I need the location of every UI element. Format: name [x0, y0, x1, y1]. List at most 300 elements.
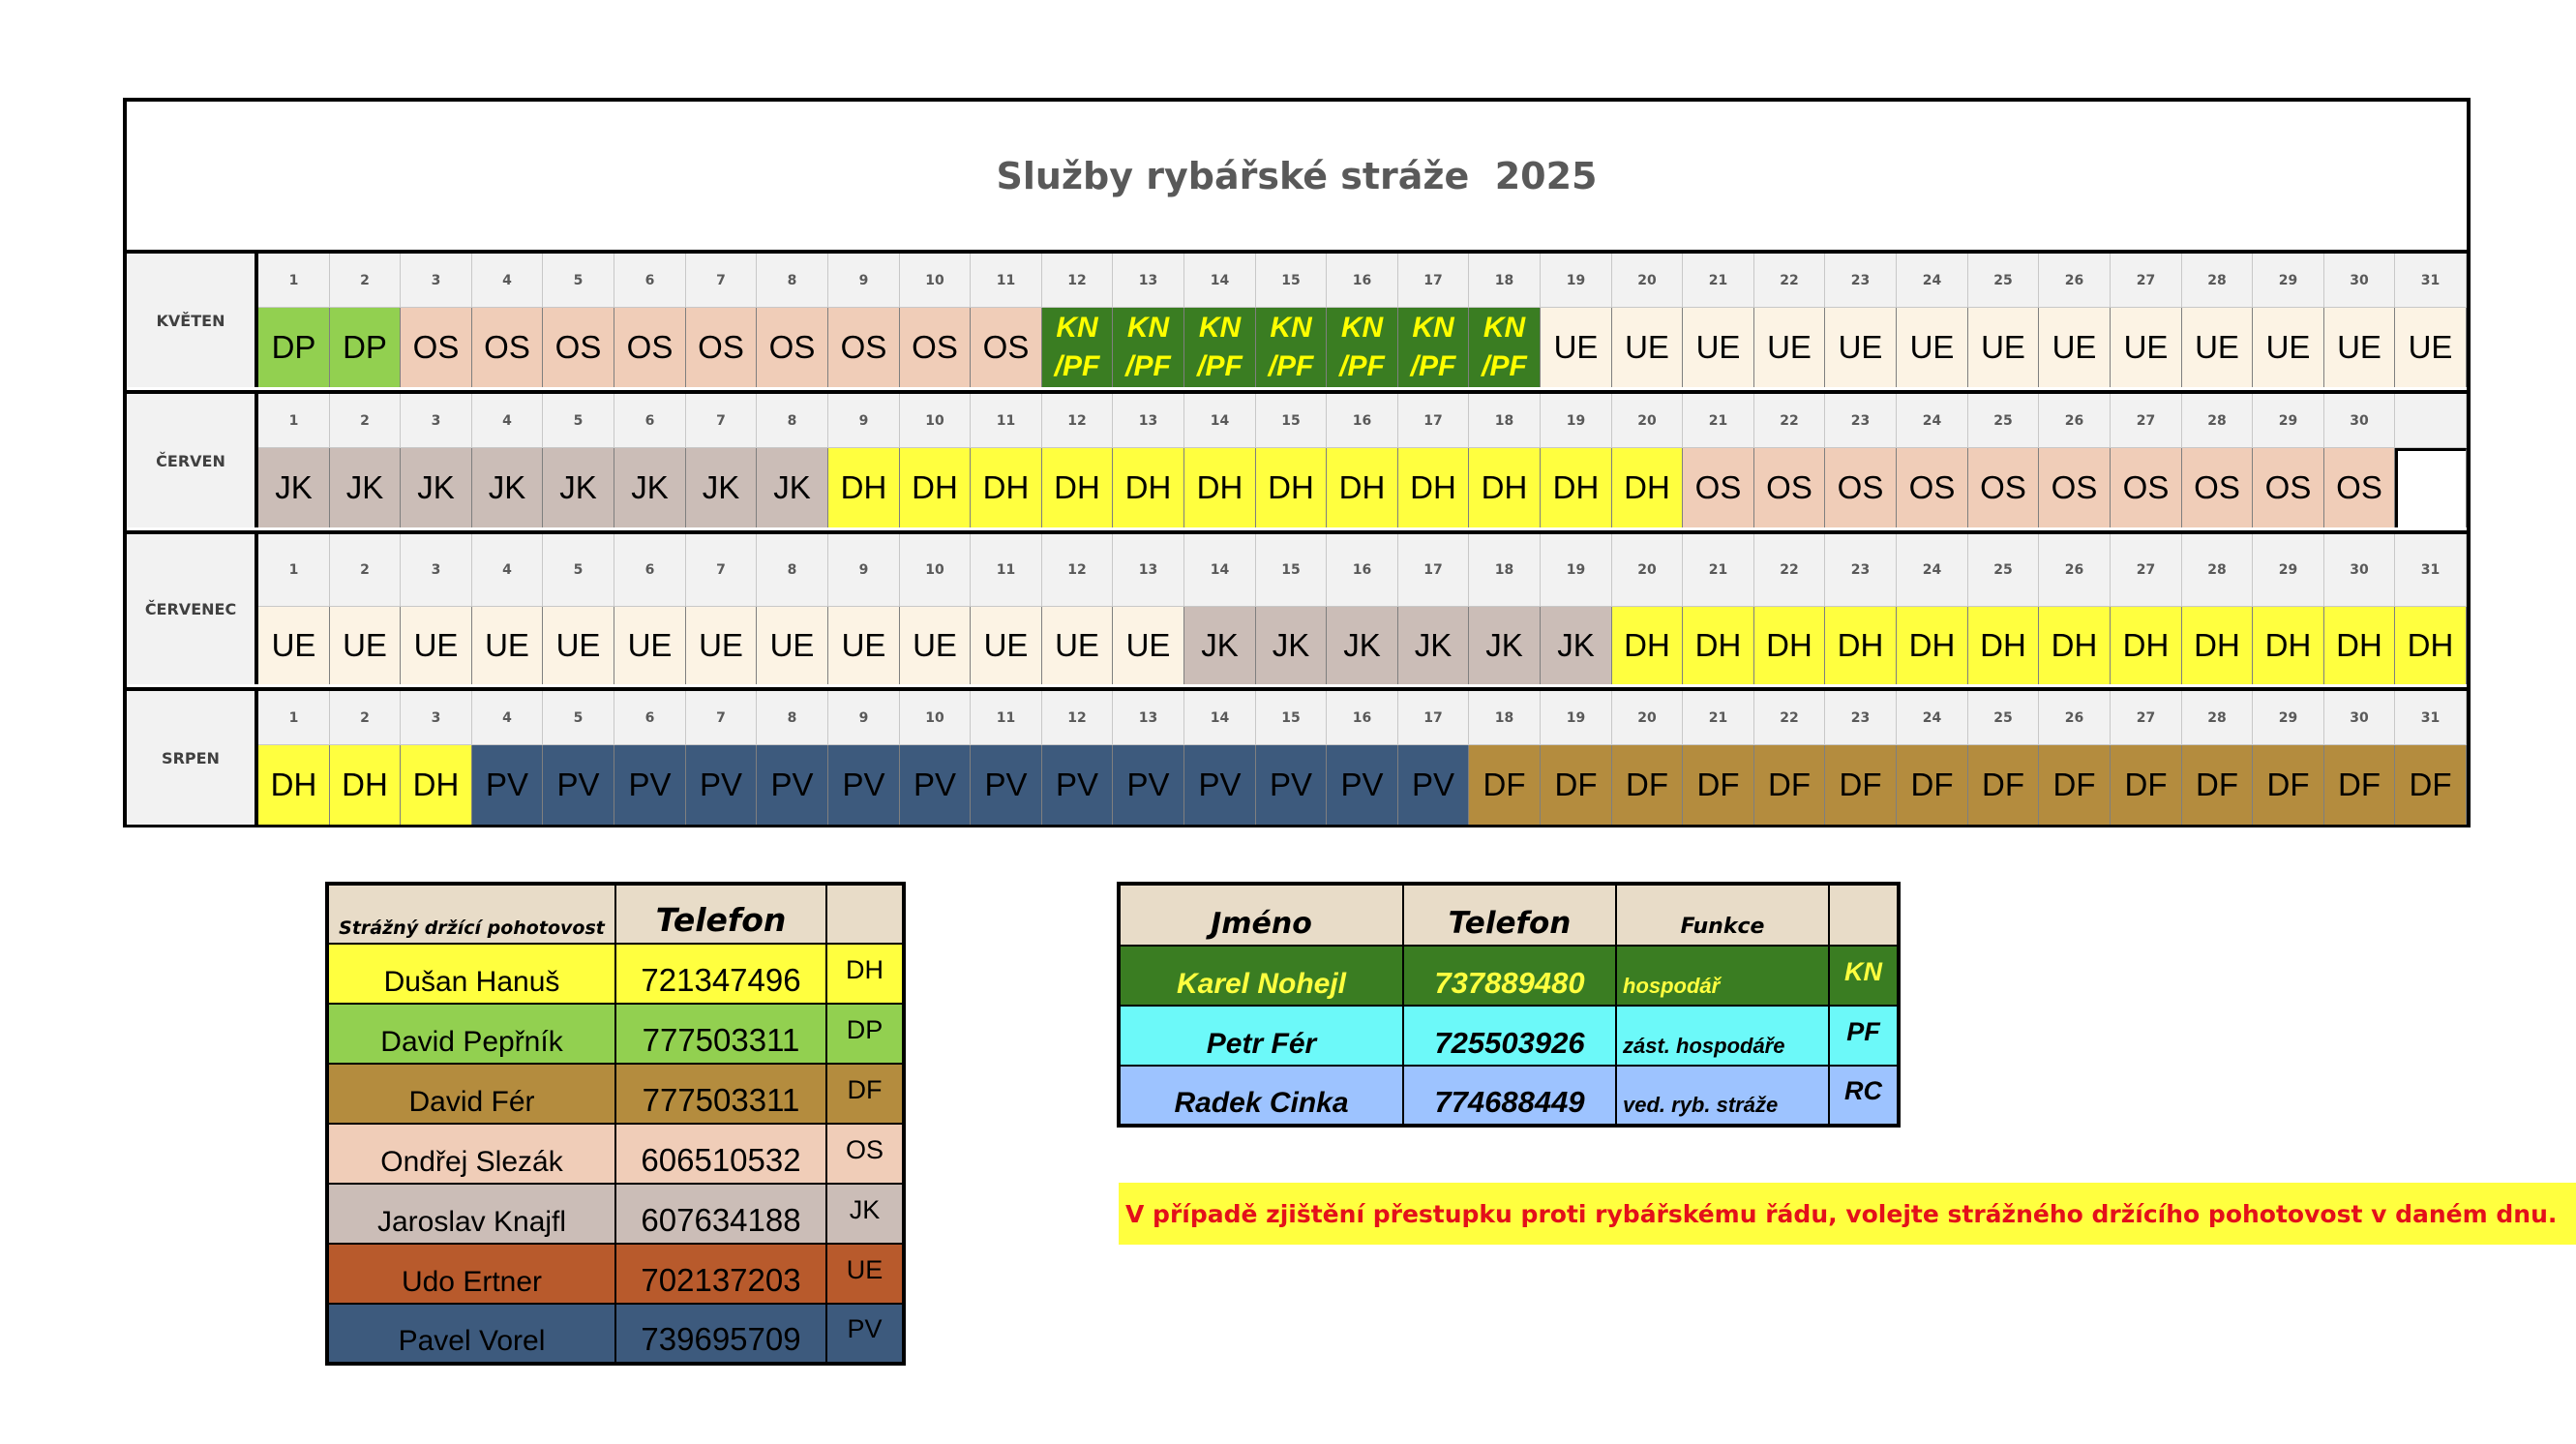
- guard-phone: 739695709: [615, 1304, 826, 1364]
- official-phone: 737889480: [1403, 946, 1616, 1006]
- guard-phone: 702137203: [615, 1244, 826, 1304]
- day-number-cell: 3: [401, 691, 472, 745]
- header-phone: Telefon: [615, 884, 826, 944]
- day-number-cell: 11: [971, 534, 1042, 607]
- day-number-cell: 17: [1398, 394, 1469, 448]
- day-number-cell: 12: [1042, 394, 1113, 448]
- duty-code-cell: UE: [543, 607, 614, 684]
- duty-code-cell: KN /PF: [1256, 308, 1327, 387]
- duty-code-cell: PV: [900, 745, 971, 825]
- day-number-cell: 7: [686, 691, 757, 745]
- duty-code-cell: DP: [258, 308, 330, 387]
- duty-code-cell: DH: [1968, 607, 2039, 684]
- duty-code-cell: KN /PF: [1113, 308, 1184, 387]
- duty-code-cell: OS: [1754, 448, 1825, 527]
- month-block: [127, 687, 2467, 825]
- day-number-cell: 21: [1683, 691, 1754, 745]
- duty-code-cell: OS: [401, 308, 472, 387]
- duty-code-cell: OS: [1683, 448, 1754, 527]
- day-number-cell: 24: [1897, 394, 1968, 448]
- day-number-cell: 28: [2182, 691, 2253, 745]
- day-number-cell: 7: [686, 534, 757, 607]
- day-number-cell: 20: [1612, 534, 1683, 607]
- duty-code-cell: OS: [2253, 448, 2324, 527]
- duty-code-cell: DP: [330, 308, 401, 387]
- guard-phone: 606510532: [615, 1124, 826, 1184]
- duty-code-cell: PV: [472, 745, 543, 825]
- duty-code-cell: UE: [2324, 308, 2395, 387]
- day-number-cell: 8: [757, 254, 828, 308]
- duty-code-cell: DH: [1256, 448, 1327, 527]
- duty-code-cell: UE: [2182, 308, 2253, 387]
- day-number-cell: 18: [1469, 691, 1541, 745]
- guard-row: [327, 944, 904, 1004]
- duty-code-cell: KN /PF: [1398, 308, 1469, 387]
- day-number-cell: 10: [900, 534, 971, 607]
- duty-code-cell: DH: [828, 448, 900, 527]
- guard-row: [327, 1244, 904, 1304]
- day-number-cell: 11: [971, 394, 1042, 448]
- day-number-row: [258, 394, 2467, 448]
- guard-name: Pavel Vorel: [327, 1304, 615, 1364]
- duty-code-cell: DH: [2182, 607, 2253, 684]
- schedule-table: [123, 98, 2471, 827]
- day-number-cell: 6: [614, 394, 686, 448]
- official-function: ved. ryb. stráže: [1616, 1066, 1829, 1126]
- duty-code-cell: DH: [1042, 448, 1113, 527]
- day-number-cell: 5: [543, 534, 614, 607]
- day-number-cell: 24: [1897, 254, 1968, 308]
- duty-code-cell: KN /PF: [1184, 308, 1256, 387]
- duty-code-cell: OS: [543, 308, 614, 387]
- guard-row: [327, 1004, 904, 1064]
- month-grid: [258, 530, 2467, 684]
- day-number-cell: 13: [1113, 691, 1184, 745]
- day-number-cell: 16: [1327, 254, 1398, 308]
- duty-code-row: [258, 745, 2467, 825]
- duty-code-cell: DF: [1897, 745, 1968, 825]
- official-code: PF: [1829, 1006, 1899, 1066]
- day-number-cell: 9: [828, 691, 900, 745]
- guard-name: David Fér: [327, 1064, 615, 1124]
- day-number-cell: 17: [1398, 254, 1469, 308]
- duty-code-cell: OS: [900, 308, 971, 387]
- day-number-cell: 13: [1113, 254, 1184, 308]
- duty-code-cell: UE: [1897, 308, 1968, 387]
- duty-code-cell: DH: [1683, 607, 1754, 684]
- duty-code-cell: DF: [1469, 745, 1541, 825]
- day-number-cell: 29: [2253, 254, 2324, 308]
- duty-code-cell: PV: [1042, 745, 1113, 825]
- day-number-cell: 2: [330, 394, 401, 448]
- duty-code-cell: OS: [971, 308, 1042, 387]
- day-number-cell: 15: [1256, 534, 1327, 607]
- day-number-cell: 12: [1042, 534, 1113, 607]
- duty-code-cell: OS: [472, 308, 543, 387]
- day-number-cell: 10: [900, 691, 971, 745]
- official-row: [1119, 946, 1899, 1006]
- duty-code-cell: DF: [2039, 745, 2111, 825]
- day-number-cell: 27: [2111, 534, 2182, 607]
- day-number-cell: 1: [258, 394, 330, 448]
- day-number-cell: 23: [1825, 394, 1897, 448]
- duty-code-cell: UE: [900, 607, 971, 684]
- day-number-cell: 25: [1968, 534, 2039, 607]
- day-number-cell: 29: [2253, 534, 2324, 607]
- day-number-cell: 15: [1256, 691, 1327, 745]
- month-block: [127, 250, 2467, 387]
- official-row: [1119, 1006, 1899, 1066]
- duty-code-cell: UE: [1113, 607, 1184, 684]
- duty-code-cell: PV: [1256, 745, 1327, 825]
- day-number-cell: 8: [757, 394, 828, 448]
- header-name: Jméno: [1119, 884, 1403, 946]
- duty-code-cell: DH: [401, 745, 472, 825]
- duty-code-cell: DH: [2111, 607, 2182, 684]
- day-number-cell: 19: [1541, 691, 1612, 745]
- guard-code: JK: [826, 1184, 904, 1244]
- official-code: KN: [1829, 946, 1899, 1006]
- day-number-cell: 5: [543, 254, 614, 308]
- month-label: ČERVEN: [127, 390, 258, 527]
- day-number-cell: [2395, 394, 2467, 448]
- duty-code-cell: JK: [1256, 607, 1327, 684]
- day-number-cell: 29: [2253, 691, 2324, 745]
- day-number-cell: 21: [1683, 534, 1754, 607]
- day-number-cell: 26: [2039, 254, 2111, 308]
- duty-code-cell: UE: [401, 607, 472, 684]
- day-number-cell: 6: [614, 691, 686, 745]
- day-number-cell: 7: [686, 394, 757, 448]
- header-code: [826, 884, 904, 944]
- duty-code-cell: UE: [1754, 308, 1825, 387]
- duty-code-cell: DH: [1541, 448, 1612, 527]
- official-name: Karel Nohejl: [1119, 946, 1403, 1006]
- day-number-row: [258, 691, 2467, 745]
- day-number-cell: 4: [472, 534, 543, 607]
- duty-code-cell: OS: [1897, 448, 1968, 527]
- duty-code-cell: OS: [2039, 448, 2111, 527]
- duty-code-cell: UE: [1683, 308, 1754, 387]
- duty-code-cell: DH: [2395, 607, 2467, 684]
- duty-code-cell: DH: [971, 448, 1042, 527]
- duty-code-cell: JK: [686, 448, 757, 527]
- official-phone: 725503926: [1403, 1006, 1616, 1066]
- guard-code: DP: [826, 1004, 904, 1064]
- day-number-cell: 16: [1327, 534, 1398, 607]
- duty-code-cell: PV: [757, 745, 828, 825]
- duty-code-cell: JK: [330, 448, 401, 527]
- guard-name: Ondřej Slezák: [327, 1124, 615, 1184]
- duty-code-cell: DH: [2324, 607, 2395, 684]
- duty-code-cell: JK: [1398, 607, 1469, 684]
- day-number-cell: 27: [2111, 394, 2182, 448]
- duty-code-cell: OS: [1968, 448, 2039, 527]
- duty-code-cell: DH: [1184, 448, 1256, 527]
- day-number-cell: 30: [2324, 691, 2395, 745]
- day-number-cell: 11: [971, 691, 1042, 745]
- duty-code-cell: UE: [330, 607, 401, 684]
- day-number-cell: 19: [1541, 394, 1612, 448]
- duty-code-cell: DF: [1541, 745, 1612, 825]
- duty-code-cell: UE: [686, 607, 757, 684]
- day-number-cell: 8: [757, 691, 828, 745]
- day-number-cell: 8: [757, 534, 828, 607]
- duty-code-cell: DH: [258, 745, 330, 825]
- duty-code-cell: DF: [1612, 745, 1683, 825]
- duty-code-cell: PV: [1398, 745, 1469, 825]
- duty-code-cell: JK: [543, 448, 614, 527]
- duty-code-cell: DF: [1754, 745, 1825, 825]
- month-block: [127, 390, 2467, 527]
- duty-code-cell: PV: [1113, 745, 1184, 825]
- duty-code-cell: PV: [1184, 745, 1256, 825]
- duty-code-cell: DF: [2182, 745, 2253, 825]
- duty-code-cell: PV: [614, 745, 686, 825]
- day-number-cell: 27: [2111, 691, 2182, 745]
- header-guard: Strážný držící pohotovost: [327, 884, 615, 944]
- day-number-cell: 28: [2182, 254, 2253, 308]
- duty-code-cell: OS: [686, 308, 757, 387]
- duty-code-cell: OS: [757, 308, 828, 387]
- duty-code-cell: KN /PF: [1327, 308, 1398, 387]
- duty-code-cell: JK: [401, 448, 472, 527]
- day-number-cell: 31: [2395, 691, 2467, 745]
- duty-code-cell: PV: [543, 745, 614, 825]
- duty-code-cell: OS: [828, 308, 900, 387]
- day-number-cell: 10: [900, 254, 971, 308]
- day-number-cell: 9: [828, 534, 900, 607]
- day-number-cell: 1: [258, 534, 330, 607]
- duty-code-cell: UE: [1825, 308, 1897, 387]
- day-number-cell: 26: [2039, 691, 2111, 745]
- duty-code-cell: OS: [2111, 448, 2182, 527]
- guard-row: [327, 1184, 904, 1244]
- duty-code-cell: JK: [1184, 607, 1256, 684]
- duty-code-cell: PV: [1327, 745, 1398, 825]
- duty-code-cell: DF: [2395, 745, 2467, 825]
- day-number-cell: 30: [2324, 254, 2395, 308]
- duty-code-cell: UE: [2253, 308, 2324, 387]
- day-number-cell: 14: [1184, 394, 1256, 448]
- guard-phone: 777503311: [615, 1064, 826, 1124]
- day-number-cell: 6: [614, 534, 686, 607]
- duty-code-cell: DH: [1612, 607, 1683, 684]
- duty-code-cell: DH: [2039, 607, 2111, 684]
- official-row: [1119, 1066, 1899, 1126]
- day-number-cell: 29: [2253, 394, 2324, 448]
- duty-code-cell: DF: [1683, 745, 1754, 825]
- duty-code-cell: UE: [614, 607, 686, 684]
- day-number-cell: 10: [900, 394, 971, 448]
- guard-code: UE: [826, 1244, 904, 1304]
- duty-code-cell: UE: [2039, 308, 2111, 387]
- guards-legend-table: [325, 882, 906, 1366]
- official-code: RC: [1829, 1066, 1899, 1126]
- day-number-cell: 20: [1612, 394, 1683, 448]
- guards-body: [327, 944, 904, 1364]
- duty-code-row: [258, 448, 2467, 527]
- duty-code-cell: UE: [971, 607, 1042, 684]
- month-grid: [258, 390, 2467, 527]
- duty-code-cell: OS: [1825, 448, 1897, 527]
- guard-name: Jaroslav Knajfl: [327, 1184, 615, 1244]
- day-number-cell: 25: [1968, 254, 2039, 308]
- duty-code-cell: DF: [1825, 745, 1897, 825]
- header-code: [1829, 884, 1899, 946]
- duty-code-cell: JK: [1469, 607, 1541, 684]
- day-number-cell: 30: [2324, 534, 2395, 607]
- duty-code-row: [258, 308, 2467, 387]
- duty-code-cell: DH: [1825, 607, 1897, 684]
- day-number-cell: 20: [1612, 254, 1683, 308]
- day-number-cell: 25: [1968, 691, 2039, 745]
- day-number-cell: 26: [2039, 394, 2111, 448]
- header-phone: Telefon: [1403, 884, 1616, 946]
- day-number-cell: 1: [258, 691, 330, 745]
- duty-code-cell: DF: [2253, 745, 2324, 825]
- day-number-cell: 4: [472, 394, 543, 448]
- day-number-cell: 13: [1113, 394, 1184, 448]
- day-number-cell: 12: [1042, 254, 1113, 308]
- duty-code-cell: UE: [757, 607, 828, 684]
- guard-name: Udo Ertner: [327, 1244, 615, 1304]
- officials-header-row: [1119, 884, 1899, 946]
- duty-code-cell: DF: [2324, 745, 2395, 825]
- day-number-row: [258, 254, 2467, 308]
- duty-code-cell: DH: [1327, 448, 1398, 527]
- guards-header-row: [327, 884, 904, 944]
- day-number-cell: 18: [1469, 254, 1541, 308]
- month-grid: [258, 250, 2467, 387]
- duty-code-cell: DH: [900, 448, 971, 527]
- day-number-cell: 14: [1184, 254, 1256, 308]
- duty-code-cell: OS: [614, 308, 686, 387]
- duty-code-cell: UE: [472, 607, 543, 684]
- day-number-cell: 27: [2111, 254, 2182, 308]
- day-number-cell: 9: [828, 394, 900, 448]
- day-number-cell: 22: [1754, 691, 1825, 745]
- day-number-cell: 2: [330, 691, 401, 745]
- duty-code-cell: UE: [2395, 308, 2467, 387]
- day-number-cell: 9: [828, 254, 900, 308]
- day-number-cell: 23: [1825, 691, 1897, 745]
- official-function: hospodář: [1616, 946, 1829, 1006]
- officials-body: [1119, 946, 1899, 1126]
- day-number-cell: 22: [1754, 534, 1825, 607]
- day-number-cell: 23: [1825, 254, 1897, 308]
- month-label: KVĚTEN: [127, 250, 258, 387]
- officials-legend-table: [1117, 882, 1901, 1128]
- duty-code-cell: DH: [2253, 607, 2324, 684]
- duty-code-cell: UE: [1042, 607, 1113, 684]
- duty-code-cell: JK: [472, 448, 543, 527]
- day-number-cell: 19: [1541, 254, 1612, 308]
- day-number-cell: 13: [1113, 534, 1184, 607]
- day-number-cell: 16: [1327, 691, 1398, 745]
- duty-code-cell: JK: [757, 448, 828, 527]
- day-number-cell: 4: [472, 254, 543, 308]
- duty-code-cell: UE: [1612, 308, 1683, 387]
- duty-code-cell: JK: [614, 448, 686, 527]
- day-number-cell: 31: [2395, 534, 2467, 607]
- duty-code-cell: UE: [828, 607, 900, 684]
- duty-code-cell: JK: [1541, 607, 1612, 684]
- day-number-cell: 2: [330, 254, 401, 308]
- day-number-cell: 22: [1754, 254, 1825, 308]
- day-number-cell: 16: [1327, 394, 1398, 448]
- guard-code: OS: [826, 1124, 904, 1184]
- guard-code: DF: [826, 1064, 904, 1124]
- month-label: SRPEN: [127, 687, 258, 825]
- duty-code-cell: DF: [2111, 745, 2182, 825]
- duty-code-cell: UE: [258, 607, 330, 684]
- day-number-cell: 15: [1256, 394, 1327, 448]
- duty-code-cell: KN /PF: [1469, 308, 1541, 387]
- day-number-cell: 14: [1184, 534, 1256, 607]
- duty-code-cell: PV: [686, 745, 757, 825]
- day-number-cell: 28: [2182, 394, 2253, 448]
- official-name: Petr Fér: [1119, 1006, 1403, 1066]
- empty-cell: [2395, 448, 2467, 527]
- page-title: Služby rybářské stráže 2025: [996, 154, 1598, 197]
- day-number-cell: 19: [1541, 534, 1612, 607]
- official-name: Radek Cinka: [1119, 1066, 1403, 1126]
- duty-code-cell: UE: [2111, 308, 2182, 387]
- day-number-cell: 24: [1897, 534, 1968, 607]
- day-number-cell: 3: [401, 394, 472, 448]
- day-number-cell: 21: [1683, 254, 1754, 308]
- day-number-cell: 18: [1469, 394, 1541, 448]
- duty-code-cell: JK: [1327, 607, 1398, 684]
- day-number-row: [258, 534, 2467, 607]
- guard-name: David Pepřník: [327, 1004, 615, 1064]
- duty-code-cell: DF: [1968, 745, 2039, 825]
- guard-phone: 721347496: [615, 944, 826, 1004]
- duty-code-cell: JK: [258, 448, 330, 527]
- day-number-cell: 23: [1825, 534, 1897, 607]
- duty-code-cell: DH: [1754, 607, 1825, 684]
- day-number-cell: 4: [472, 691, 543, 745]
- month-block: [127, 530, 2467, 684]
- duty-code-cell: UE: [1541, 308, 1612, 387]
- duty-code-cell: DH: [1897, 607, 1968, 684]
- duty-code-cell: KN /PF: [1042, 308, 1113, 387]
- day-number-cell: 5: [543, 394, 614, 448]
- notice-banner: V případě zjištění přestupku proti rybářskému řádu, volejte strážného držícího pohotovost v daném dnu.: [1119, 1183, 2576, 1245]
- day-number-cell: 20: [1612, 691, 1683, 745]
- day-number-cell: 21: [1683, 394, 1754, 448]
- month-label: ČERVENEC: [127, 530, 258, 684]
- day-number-cell: 1: [258, 254, 330, 308]
- header-function: Funkce: [1616, 884, 1829, 946]
- day-number-cell: 5: [543, 691, 614, 745]
- day-number-cell: 25: [1968, 394, 2039, 448]
- day-number-cell: 14: [1184, 691, 1256, 745]
- guard-row: [327, 1304, 904, 1364]
- day-number-cell: 18: [1469, 534, 1541, 607]
- day-number-cell: 2: [330, 534, 401, 607]
- duty-code-cell: DH: [1469, 448, 1541, 527]
- guard-code: DH: [826, 944, 904, 1004]
- duty-code-cell: OS: [2324, 448, 2395, 527]
- duty-code-cell: PV: [971, 745, 1042, 825]
- guard-row: [327, 1064, 904, 1124]
- day-number-cell: 17: [1398, 534, 1469, 607]
- day-number-cell: 12: [1042, 691, 1113, 745]
- duty-code-cell: PV: [828, 745, 900, 825]
- day-number-cell: 3: [401, 254, 472, 308]
